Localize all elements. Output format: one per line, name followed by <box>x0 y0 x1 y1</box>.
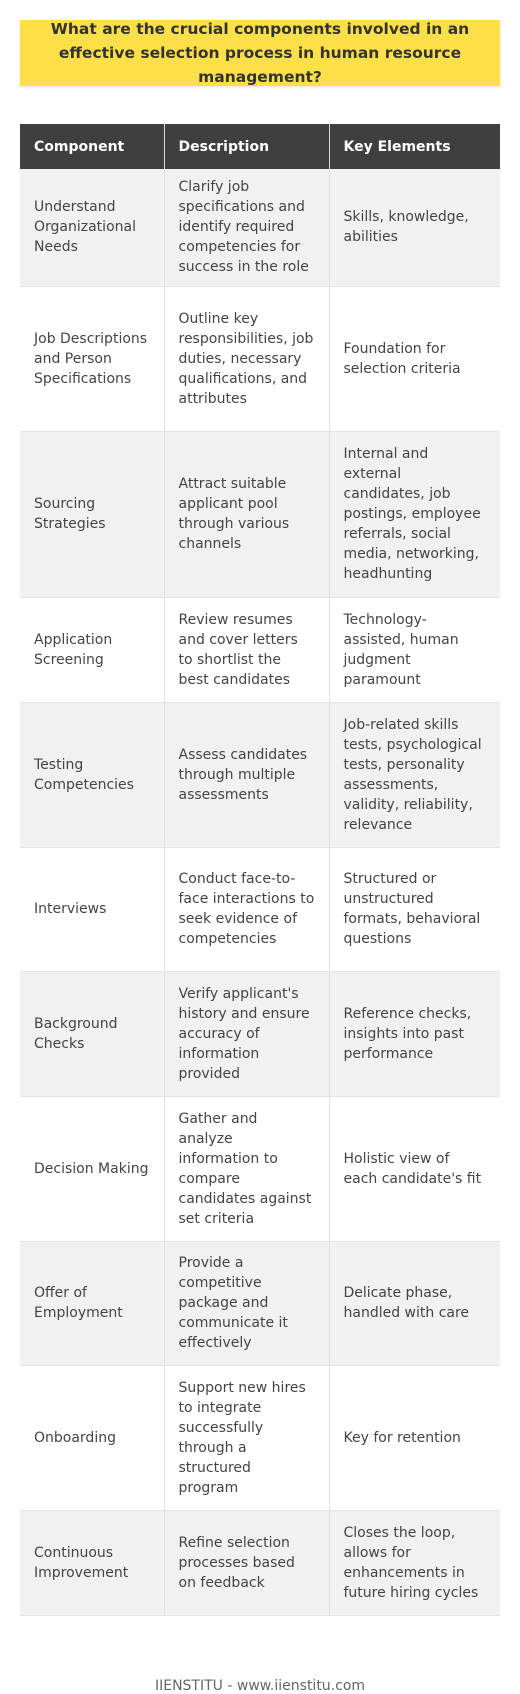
table-row <box>20 971 500 1096</box>
table-row <box>20 1510 500 1615</box>
table-row <box>20 1241 500 1365</box>
cell-key-elements: Closes the loop, allows for enhancements in future hiring cycles <box>329 1510 500 1615</box>
cell-key-elements: Internal and external candidates, job postings, employee referrals, social media, networking, headhunting <box>329 431 500 597</box>
table-row <box>20 1365 500 1510</box>
footer-credit: IIENSTITU - www.iienstitu.com <box>154 1678 366 1694</box>
table-row <box>20 1096 500 1241</box>
cell-description: Gather and analyze information to compare candidates against set criteria <box>164 1096 329 1241</box>
table-row <box>20 847 500 971</box>
table-row <box>20 169 500 286</box>
table-row <box>20 597 500 702</box>
cell-description: Outline key responsibilities, job duties, necessary qualifications, and attributes <box>164 286 329 431</box>
table-header-row <box>20 124 500 169</box>
cell-key-elements: Delicate phase, handled with care <box>329 1241 500 1365</box>
cell-description: Support new hires to integrate successfully through a structured program <box>164 1365 329 1510</box>
table-row <box>20 702 500 847</box>
cell-key-elements: Reference checks, insights into past performance <box>329 971 500 1096</box>
cell-key-elements: Job-related skills tests, psychological tests, personality assessments, validity, reliability, relevance <box>329 702 500 847</box>
header-description: Description <box>164 124 329 169</box>
table-row <box>20 286 500 431</box>
cell-key-elements: Foundation for selection criteria <box>329 286 500 431</box>
table-row <box>20 431 500 597</box>
cell-component: Job Descriptions and Person Specifications <box>20 286 164 431</box>
cell-component: Interviews <box>20 847 164 971</box>
cell-component: Sourcing Strategies <box>20 431 164 597</box>
cell-component: Decision Making <box>20 1096 164 1241</box>
cell-description: Verify applicant's history and ensure accuracy of information provided <box>164 971 329 1096</box>
cell-description: Attract suitable applicant pool through various channels <box>164 431 329 597</box>
components-table <box>20 124 500 1616</box>
cell-key-elements: Technology-assisted, human judgment paramount <box>329 597 500 702</box>
cell-component: Testing Competencies <box>20 702 164 847</box>
cell-component: Onboarding <box>20 1365 164 1510</box>
cell-component: Application Screening <box>20 597 164 702</box>
cell-component: Continuous Improvement <box>20 1510 164 1615</box>
header-key-elements: Key Elements <box>329 124 500 169</box>
cell-key-elements: Structured or unstructured formats, behavioral questions <box>329 847 500 971</box>
cell-key-elements: Skills, knowledge, abilities <box>329 169 500 286</box>
cell-description: Conduct face-to-face interactions to seek evidence of competencies <box>164 847 329 971</box>
cell-component: Background Checks <box>20 971 164 1096</box>
cell-key-elements: Holistic view of each candidate's fit <box>329 1096 500 1241</box>
cell-description: Review resumes and cover letters to shortlist the best candidates <box>164 597 329 702</box>
cell-component: Understand Organizational Needs <box>20 169 164 286</box>
cell-component: Offer of Employment <box>20 1241 164 1365</box>
cell-description: Provide a competitive package and communicate it effectively <box>164 1241 329 1365</box>
header-component: Component <box>20 124 164 169</box>
cell-description: Refine selection processes based on feedback <box>164 1510 329 1615</box>
cell-description: Clarify job specifications and identify required competencies for success in the role <box>164 169 329 286</box>
title-banner <box>20 20 500 86</box>
page-title: What are the crucial components involved in an effective selection process in human resource management? <box>50 20 470 86</box>
cell-description: Assess candidates through multiple assessments <box>164 702 329 847</box>
cell-key-elements: Key for retention <box>329 1365 500 1510</box>
